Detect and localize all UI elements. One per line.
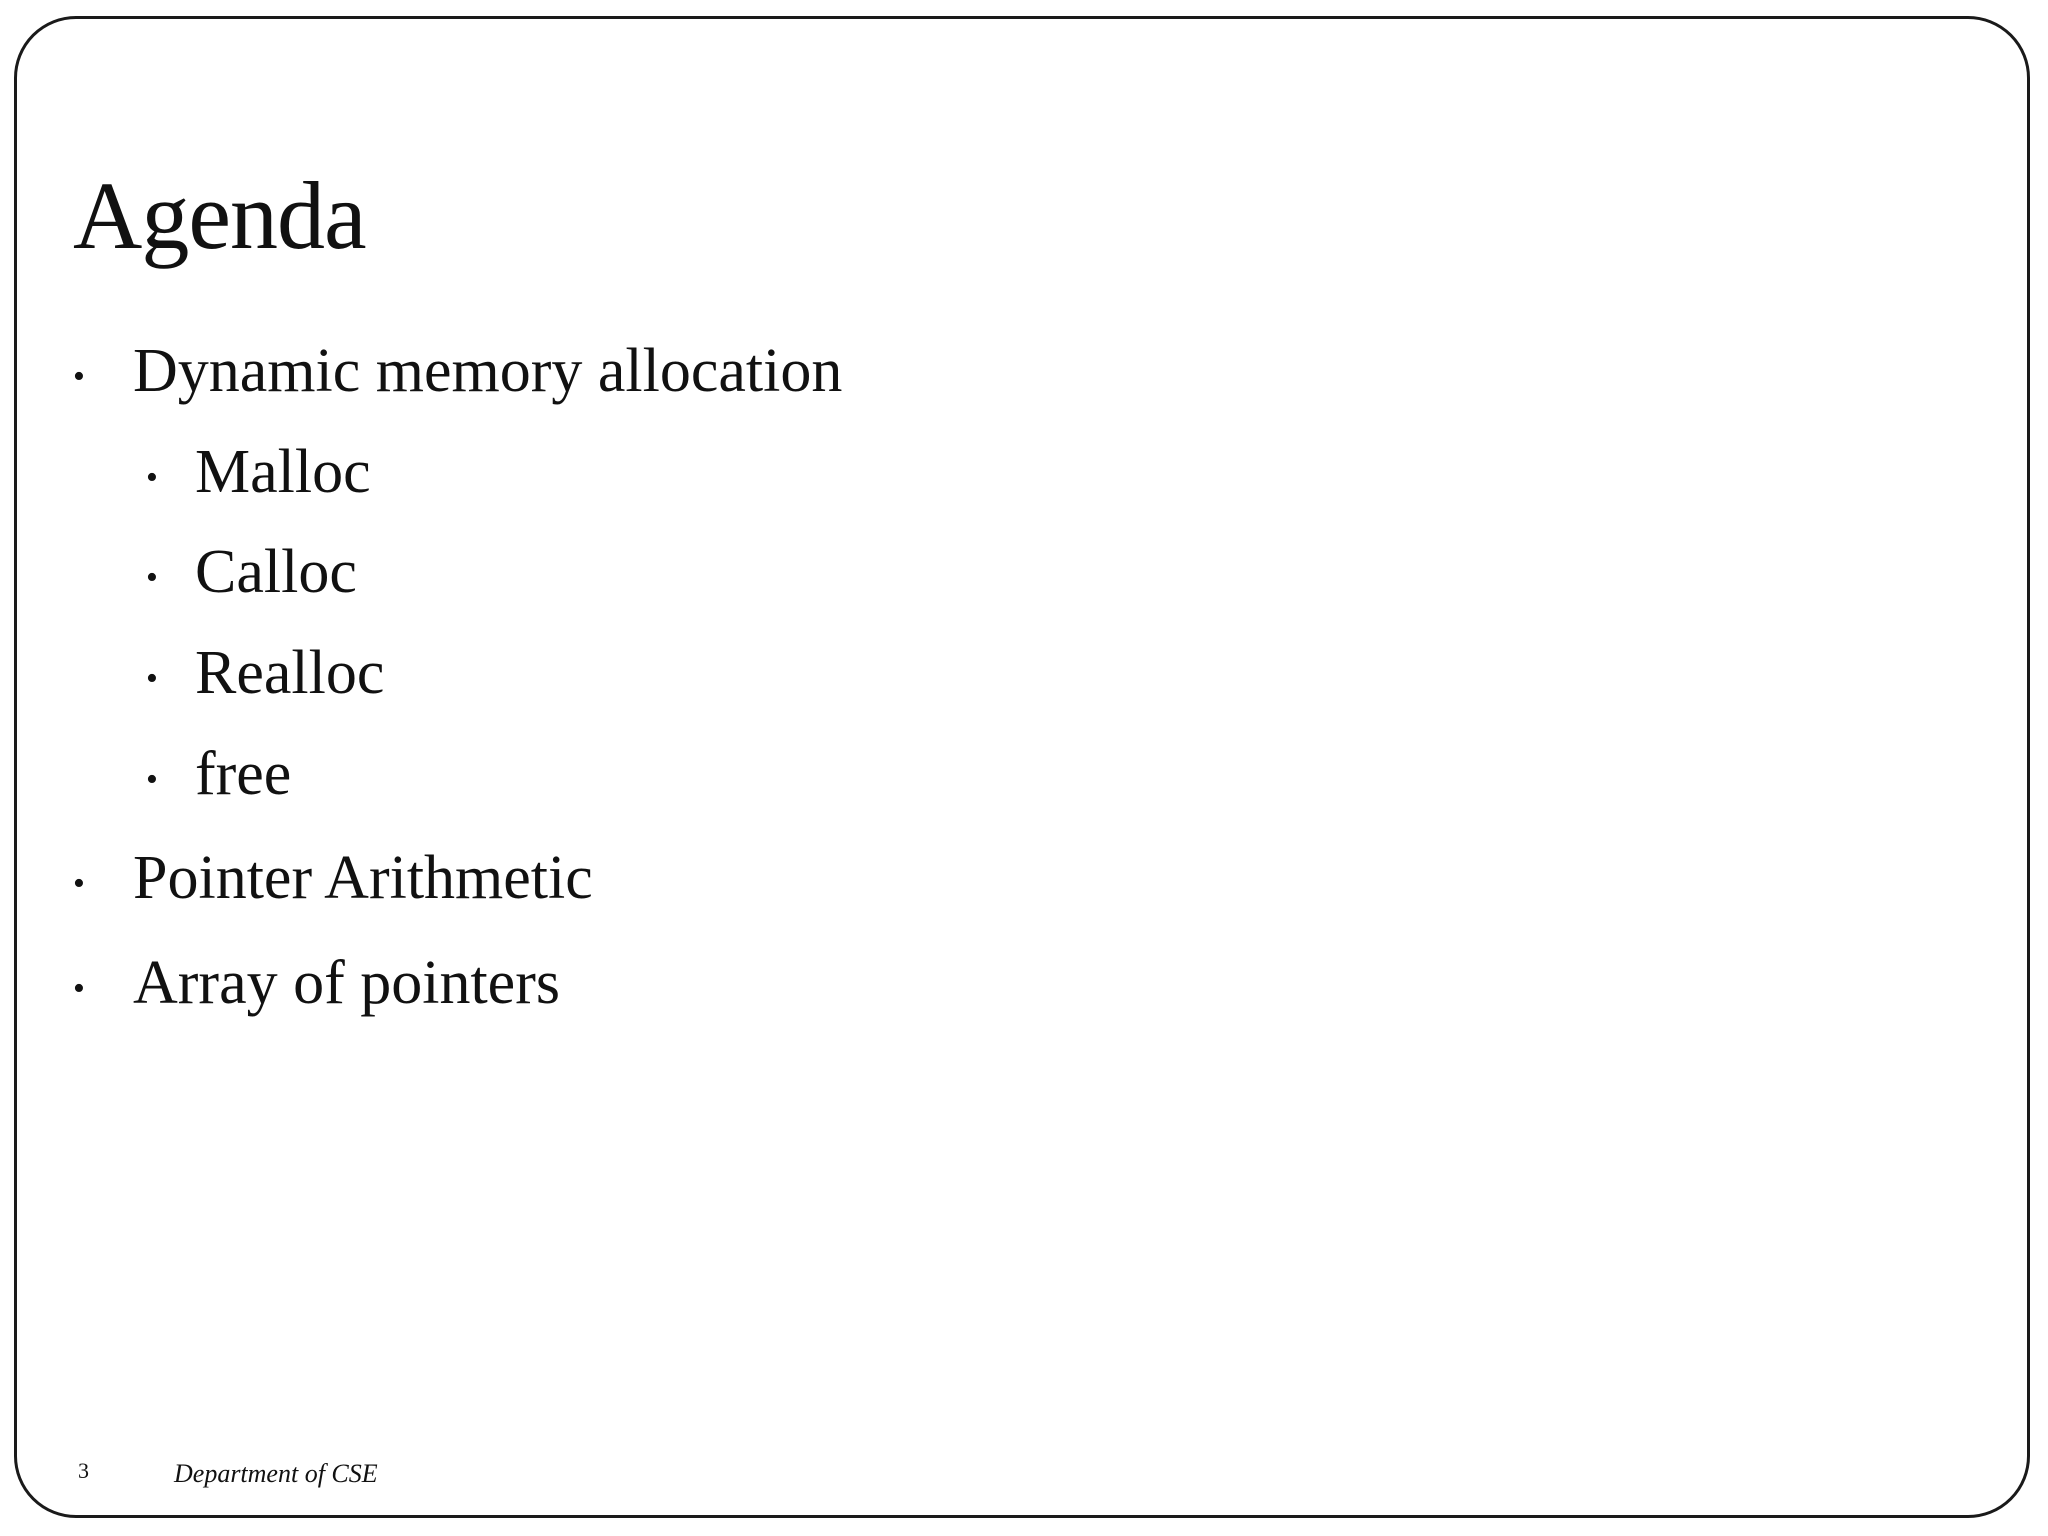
agenda-subitem-label: free — [195, 740, 292, 808]
footer-department: Department of CSE — [174, 1459, 378, 1488]
slide-title: Agenda — [73, 162, 366, 269]
bullet-icon: • — [146, 761, 158, 798]
agenda-item-label: Dynamic memory allocation — [133, 337, 843, 405]
page-number: 3 — [78, 1458, 89, 1483]
agenda-item-label: Array of pointers — [133, 949, 560, 1017]
bullet-icon: • — [146, 459, 158, 496]
agenda-subitem-label: Malloc — [195, 438, 371, 506]
bullet-icon: • — [73, 865, 85, 902]
bullet-icon: • — [146, 559, 158, 596]
agenda-item-label: Pointer Arithmetic — [133, 844, 593, 912]
bullet-icon: • — [73, 970, 85, 1007]
agenda-subitem-label: Calloc — [195, 538, 357, 606]
bullet-icon: • — [146, 660, 158, 697]
agenda-subitem-label: Realloc — [195, 639, 385, 707]
bullet-icon: • — [73, 358, 85, 395]
